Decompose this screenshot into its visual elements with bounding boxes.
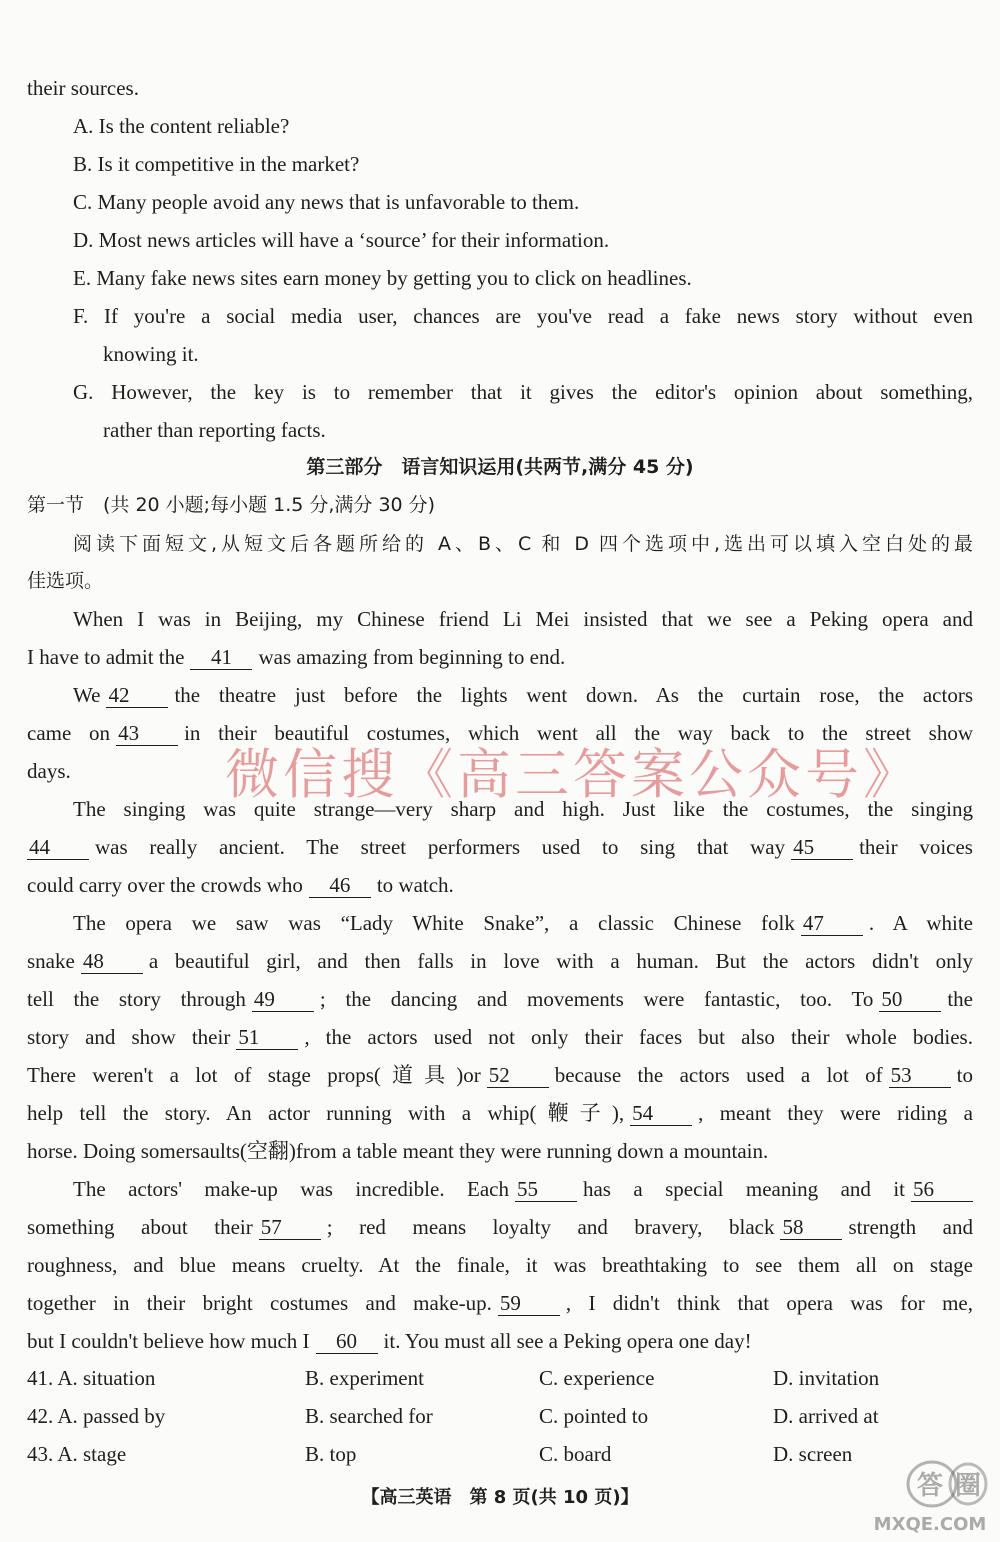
choice-42-a[interactable]: 42. A. passed by xyxy=(27,1404,166,1428)
passage-line: There weren't a lot of stage props(道具)or 52 because the actors used a lot of 53 to xyxy=(27,1063,973,1087)
blank-43[interactable]: 43 xyxy=(116,721,178,746)
passage-line: but I couldn't believe how much I 60 it. You must all see a Peking opera one day! xyxy=(27,1329,752,1353)
option-d: D. Most news articles will have a ‘source’ for their information. xyxy=(73,228,610,252)
answer-row-41 xyxy=(27,1364,973,1392)
passage-line: tell the story through 49 ; the dancing and movements were fantastic, too. To 50 the xyxy=(27,987,973,1011)
blank-50[interactable]: 50 xyxy=(879,987,941,1012)
blank-56[interactable]: 56 xyxy=(911,1177,973,1202)
passage-line: I have to admit the 41 was amazing from beginning to end. xyxy=(27,645,566,669)
passage-line: came on 43 in their beautiful costumes, which went all the way back to the street show xyxy=(27,721,973,745)
passage-line: help tell the story. An actor running with a whip(鞭子), 54 , meant they were riding a xyxy=(27,1101,973,1125)
option-b: B. Is it competitive in the market? xyxy=(73,152,360,176)
passage-line: snake 48 a beautiful girl, and then falls in love with a human. But the actors didn't only xyxy=(27,949,973,973)
svg-text:MXQE.COM: MXQE.COM xyxy=(873,1514,987,1535)
blank-48[interactable]: 48 xyxy=(81,949,143,974)
blank-46[interactable]: 46 xyxy=(309,873,371,898)
choice-43-a[interactable]: 43. A. stage xyxy=(27,1442,127,1466)
option-f: F. If you're a social media user, chances are you've read a fake news story without even xyxy=(73,304,973,328)
blank-57[interactable]: 57 xyxy=(259,1215,321,1240)
choice-41-d[interactable]: D. invitation xyxy=(773,1366,880,1390)
logo-graphic xyxy=(812,1452,992,1536)
passage-line: together in their bright costumes and make-up. 59 , I didn't think that opera was for me, xyxy=(27,1291,973,1315)
option-e: E. Many fake news sites earn money by getting you to click on headlines. xyxy=(73,266,692,290)
choice-43-d[interactable]: D. screen xyxy=(773,1442,853,1466)
instructions: 阅读下面短文,从短文后各题所给的 A、B、C 和 D 四个选项中,选出可以填入空白处的最 xyxy=(73,533,973,555)
passage-line: days. xyxy=(27,759,71,783)
blank-51[interactable]: 51 xyxy=(236,1025,298,1050)
page-footer: 【高三英语 第 8 页(共 10 页)】 xyxy=(361,1487,639,1508)
choice-42-b[interactable]: B. searched for xyxy=(305,1404,433,1428)
passage-line: The opera we saw was “Lady White Snake”, a classic Chinese folk 47 . A white xyxy=(73,911,973,935)
passage-line: something about their 57 ; red means loyalty and bravery, black 58 strength and xyxy=(27,1215,973,1239)
passage-line: horse. Doing somersaults(空翻)from a table meant they were running down a mountain. xyxy=(27,1139,769,1163)
passage-line: The singing was quite strange—very sharp and high. Just like the costumes, the singing xyxy=(73,797,973,821)
blank-60[interactable]: 60 xyxy=(316,1329,378,1354)
svg-text:答: 答 xyxy=(916,1471,944,1501)
option-c: C. Many people avoid any news that is unfavorable to them. xyxy=(73,190,580,214)
watermark-text: 微信搜《高三答案公众号》 xyxy=(225,743,921,806)
text-line: their sources. xyxy=(27,76,139,100)
option-a: A. Is the content reliable? xyxy=(73,114,290,138)
passage-line: 44 was really ancient. The street performers used to sing that way 45 their voices xyxy=(29,835,973,859)
section-subheading: 第一节 (共 20 小题;每小题 1.5 分,满分 30 分) xyxy=(27,494,436,516)
instructions-cont: 佳选项。 xyxy=(27,570,104,592)
choice-42-c[interactable]: C. pointed to xyxy=(539,1404,649,1428)
choice-43-b[interactable]: B. top xyxy=(305,1442,357,1466)
blank-45[interactable]: 45 xyxy=(791,835,853,860)
site-logo-stamp xyxy=(812,1452,992,1536)
blank-53[interactable]: 53 xyxy=(889,1063,951,1088)
blank-55[interactable]: 55 xyxy=(515,1177,577,1202)
passage-line: When I was in Beijing, my Chinese friend Li Mei insisted that we see a Peking opera and xyxy=(73,607,973,631)
blank-47[interactable]: 47 xyxy=(801,911,863,936)
blank-54[interactable]: 54 xyxy=(630,1101,692,1126)
passage-line: could carry over the crowds who 46 to watch. xyxy=(27,873,454,897)
choice-42-d[interactable]: D. arrived at xyxy=(773,1404,879,1428)
choice-43-c[interactable]: C. board xyxy=(539,1442,612,1466)
option-f-cont: knowing it. xyxy=(103,342,199,366)
blank-42[interactable]: 42 xyxy=(106,683,168,708)
choice-41-b[interactable]: B. experiment xyxy=(305,1366,424,1390)
answer-row-42 xyxy=(27,1402,973,1430)
passage-line: roughness, and blue means cruelty. At the finale, it was breathtaking to see them all on stage xyxy=(27,1253,973,1277)
choice-41-c[interactable]: C. experience xyxy=(539,1366,655,1390)
blank-52[interactable]: 52 xyxy=(487,1063,549,1088)
blank-44[interactable]: 44 xyxy=(27,835,89,860)
section-heading: 第三部分 语言知识运用(共两节,满分 45 分) xyxy=(306,456,694,478)
blank-58[interactable]: 58 xyxy=(780,1215,842,1240)
passage-line: We 42 the theatre just before the lights went down. As the curtain rose, the actors xyxy=(73,683,973,707)
choice-41-a[interactable]: 41. A. situation xyxy=(27,1366,156,1390)
svg-text:圈: 圈 xyxy=(954,1471,982,1501)
passage-line: The actors' make-up was incredible. Each 55 has a special meaning and it 56 xyxy=(73,1175,973,1203)
option-g-cont: rather than reporting facts. xyxy=(103,418,326,442)
passage-line: story and show their 51 , the actors used not only their faces but also their whole bodies. xyxy=(27,1025,973,1049)
blank-49[interactable]: 49 xyxy=(252,987,314,1012)
blank-41[interactable]: 41 xyxy=(190,645,252,670)
blank-59[interactable]: 59 xyxy=(498,1291,560,1316)
option-g: G. However, the key is to remember that it gives the editor's opinion about something, xyxy=(73,380,973,404)
